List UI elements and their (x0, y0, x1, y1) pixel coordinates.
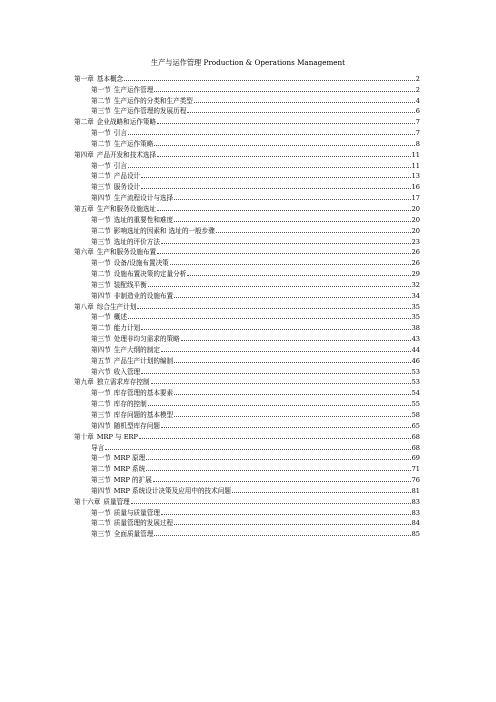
toc-entry-label (91, 216, 173, 224)
dot-leader (161, 351, 411, 352)
dot-leader (174, 416, 410, 417)
toc-entry-number: 第十章 (74, 432, 94, 441)
toc-entry-number: 第十六章 (74, 497, 101, 506)
toc-entry-text: 收入管理 (113, 367, 141, 376)
toc-entry-label (74, 433, 138, 441)
toc-entry-label (91, 227, 215, 235)
toc-section-row[interactable] (74, 343, 420, 354)
dot-leader (141, 329, 410, 330)
toc-entry-number: 第四章 (74, 150, 94, 159)
toc-entry-label (91, 324, 140, 332)
toc-page-number: 69 (411, 454, 420, 463)
dot-leader (187, 112, 414, 113)
dot-leader (157, 156, 410, 157)
toc-section-row[interactable] (74, 289, 420, 300)
toc-entry-number: 第五节 (91, 356, 111, 365)
toc-entry-label (74, 498, 130, 506)
toc-section-row[interactable] (74, 386, 420, 397)
toc-page-number: 65 (411, 421, 420, 430)
toc-section-row[interactable] (74, 321, 420, 332)
dot-leader (154, 91, 414, 92)
dot-leader (157, 123, 415, 124)
toc-entry-number: 第二节 (91, 465, 111, 474)
toc-entry-text: 影响选址的因素和 选址的一般步骤 (113, 226, 215, 235)
toc-page-number: 83 (411, 497, 420, 506)
toc-section-row[interactable] (74, 419, 420, 430)
dot-leader (153, 481, 411, 482)
toc-page-number: 85 (411, 530, 420, 539)
toc-entry-text: 质量与质量管理 (113, 508, 160, 517)
toc-entry-label (91, 259, 169, 267)
toc-section-row[interactable] (74, 354, 420, 365)
toc-section-row[interactable] (74, 191, 420, 202)
toc-entry-label (91, 346, 160, 354)
toc-entry-text: MRP 系统设计决策及应用中的技术问题 (113, 486, 231, 495)
toc-section-row[interactable] (74, 462, 420, 473)
toc-entry-text: MRP 的扩展 (113, 476, 152, 485)
toc-entry-number: 第四节 (91, 421, 111, 430)
dot-leader (141, 373, 410, 374)
toc-entry-number: 第一节 (91, 161, 111, 170)
toc-section-row[interactable] (74, 235, 420, 246)
toc-entry-number: 第二节 (91, 519, 111, 528)
toc-entry-number: 第一章 (74, 74, 94, 83)
toc-chapter-row[interactable] (74, 430, 420, 441)
toc-entry-number: 第三节 (91, 237, 111, 246)
toc-section-row[interactable] (74, 484, 420, 495)
toc-page-number: 35 (411, 313, 420, 322)
toc-entry-number: 第二章 (74, 118, 94, 127)
toc-entry-label (91, 530, 153, 538)
toc-entry-text: 导言 (91, 443, 105, 452)
toc-page-number: 16 (411, 183, 420, 192)
toc-entry-number: 第三节 (91, 280, 111, 289)
toc-entry-label (91, 444, 104, 452)
toc-page-number: 20 (411, 204, 420, 213)
toc-entry-text: 生产运作策略 (113, 139, 154, 148)
toc-entry-label (74, 303, 136, 311)
dot-leader (216, 232, 411, 233)
toc-page-number: 2 (415, 74, 420, 83)
toc-entry-label (91, 422, 160, 430)
dot-leader (174, 221, 410, 222)
toc-entry-text: 基本概念 (96, 74, 124, 83)
toc-entry-label (91, 86, 153, 94)
dot-leader (131, 503, 411, 504)
toc-entry-label (91, 281, 147, 289)
toc-entry-label (91, 487, 231, 495)
dot-leader (128, 134, 415, 135)
dot-leader (157, 253, 410, 254)
toc-section-row[interactable] (74, 126, 420, 137)
toc-section-row[interactable] (74, 527, 420, 538)
toc-page-number: 6 (415, 107, 420, 116)
toc-entry-label (91, 335, 180, 343)
toc-section-row[interactable] (74, 105, 420, 116)
dot-leader (170, 264, 411, 265)
toc-entry-number: 第二节 (91, 270, 111, 279)
toc-entry-label (91, 194, 173, 202)
toc-chapter-row[interactable] (74, 72, 420, 83)
toc-entry-text: 生产和服务设施选址 (96, 204, 157, 213)
toc-chapter-row[interactable] (74, 246, 420, 257)
dot-leader (174, 394, 410, 395)
toc-page-number: 68 (411, 443, 420, 452)
toc-section-row[interactable] (74, 267, 420, 278)
toc-entry-number: 第三节 (91, 107, 111, 116)
toc-entry-label (91, 476, 152, 484)
toc-page-number: 71 (411, 465, 420, 474)
document-title: 生产与运作管理 Production & Operations Management (150, 58, 346, 67)
toc-entry-text: 服务设计 (113, 183, 141, 192)
toc-section-row[interactable] (74, 94, 420, 105)
toc-section-row[interactable] (74, 506, 420, 517)
toc-entry-number: 第一节 (91, 215, 111, 224)
toc-entry-text: 生产运作管理的发展历程 (113, 107, 187, 116)
toc-entry-label (91, 465, 145, 473)
dot-leader (141, 188, 410, 189)
toc-entry-text: 选址的重要性和难度 (113, 215, 174, 224)
toc-entry-text: 综合生产计划 (96, 302, 137, 311)
toc-entry-text: 全面质量管理 (113, 530, 154, 539)
dot-leader (148, 286, 411, 287)
toc-section-row[interactable] (74, 213, 420, 224)
dot-leader (174, 362, 410, 363)
toc-entry-text: 生产和服务设施布置 (96, 248, 157, 257)
toc-entry-text: 处理非均匀需求的策略 (113, 335, 180, 344)
dot-leader (128, 318, 411, 319)
toc-entry-text: 引言 (113, 129, 127, 138)
toc-entry-text: 库存管理的基本要素 (113, 389, 174, 398)
dot-leader (146, 459, 410, 460)
toc-section-row[interactable] (74, 408, 420, 419)
dot-leader (174, 199, 410, 200)
toc-section-row[interactable] (74, 332, 420, 343)
toc-entry-text: 产品设计 (113, 172, 141, 181)
toc-chapter-row[interactable] (74, 300, 420, 311)
toc-entry-number: 第二节 (91, 172, 111, 181)
toc-page-number: 11 (411, 150, 420, 159)
toc-entry-label (74, 75, 123, 83)
dot-leader (174, 297, 410, 298)
toc-entry-number: 第九章 (74, 378, 94, 387)
toc-entry-text: 生产流程设计与选择 (113, 194, 174, 203)
toc-page-number: 4 (415, 96, 420, 105)
toc-entry-label (74, 118, 156, 126)
toc-entry-text: 产品生产计划的编制 (113, 356, 174, 365)
toc-section-row[interactable] (74, 170, 420, 181)
toc-section-row[interactable] (74, 311, 420, 322)
dot-leader (148, 405, 411, 406)
toc-section-row[interactable] (74, 278, 420, 289)
dot-leader (128, 167, 411, 168)
toc-entry-number: 第四节 (91, 291, 111, 300)
toc-entry-label (91, 140, 153, 148)
toc-page-number: 84 (411, 519, 420, 528)
dot-leader (157, 210, 410, 211)
dot-leader (137, 308, 410, 309)
toc-entry-text: 企业战略和运作策略 (96, 118, 157, 127)
toc-entry-number: 第一节 (91, 313, 111, 322)
toc-entry-text: 非制造业的设施布置 (113, 291, 174, 300)
toc-entry-label (91, 129, 127, 137)
toc-page-number: 17 (411, 194, 420, 203)
toc-entry-label (74, 205, 156, 213)
toc-section-row[interactable] (74, 365, 420, 376)
toc-entry-number: 第一节 (91, 85, 111, 94)
table-of-contents (74, 72, 420, 538)
toc-entry-text: 生产运作管理 (113, 85, 154, 94)
toc-entry-number: 第四节 (91, 486, 111, 495)
toc-section-row[interactable] (74, 159, 420, 170)
toc-page-number: 34 (411, 291, 420, 300)
toc-entry-number: 第三节 (91, 183, 111, 192)
toc-entry-text: 生产大纲的制定 (113, 345, 160, 354)
toc-chapter-row[interactable] (74, 495, 420, 506)
toc-entry-number: 第三节 (91, 411, 111, 419)
toc-page-number: 38 (411, 324, 420, 333)
toc-entry-number: 第二节 (91, 96, 111, 105)
toc-page-number: 13 (411, 172, 420, 181)
toc-page-number: 26 (411, 259, 420, 268)
toc-entry-label (91, 389, 173, 397)
toc-entry-number: 第五章 (74, 204, 94, 213)
toc-page-number: 76 (411, 476, 420, 485)
toc-entry-text: 质量管理 (103, 497, 130, 506)
toc-page-number: 43 (411, 335, 420, 344)
toc-entry-label (74, 248, 156, 256)
dot-leader (105, 449, 410, 450)
toc-entry-label (74, 151, 156, 159)
toc-entry-text: 随机型库存问题 (113, 421, 160, 430)
toc-page-number: 53 (411, 367, 420, 376)
toc-page-number: 32 (411, 280, 420, 289)
toc-page-number: 7 (415, 129, 420, 138)
dot-leader (124, 80, 415, 81)
toc-page-number: 68 (411, 432, 420, 441)
toc-entry-text: 概述 (113, 313, 127, 322)
dot-leader (154, 535, 410, 536)
toc-entry-text: 独立需求库存控制 (96, 378, 150, 387)
dot-leader (187, 275, 410, 276)
toc-chapter-row[interactable] (74, 376, 420, 387)
toc-entry-text: 库存的控制 (113, 400, 147, 409)
toc-entry-number: 第三节 (91, 335, 111, 344)
toc-entry-text: 生产运作的分类和生产类型 (113, 96, 193, 105)
toc-entry-number: 第一节 (91, 454, 111, 463)
toc-page-number: 35 (411, 302, 420, 311)
toc-entry-number: 第四节 (91, 194, 111, 203)
toc-entry-label (91, 270, 186, 278)
dot-leader (139, 438, 411, 439)
toc-entry-number: 第一节 (91, 389, 111, 398)
toc-entry-label (91, 519, 173, 527)
toc-section-row[interactable] (74, 83, 420, 94)
toc-entry-number: 第三节 (91, 530, 111, 539)
toc-entry-text: 库存问题的基本模型 (113, 411, 174, 419)
toc-page-number: 26 (411, 248, 420, 257)
dot-leader (151, 383, 411, 384)
toc-page-number: 54 (411, 389, 420, 398)
toc-page-number: 46 (411, 356, 420, 365)
toc-entry-number: 第一节 (91, 259, 111, 268)
toc-chapter-row[interactable] (74, 202, 420, 213)
toc-section-row[interactable] (74, 180, 420, 191)
toc-entry-number: 第三节 (91, 476, 111, 485)
toc-entry-label (91, 509, 160, 517)
toc-page-number: 81 (411, 486, 420, 495)
toc-entry-number: 第四节 (91, 345, 111, 354)
toc-page-number: 29 (411, 270, 420, 279)
toc-entry-text: 设施布置决策的定量分析 (113, 270, 187, 279)
toc-entry-number: 第二节 (91, 139, 111, 148)
toc-section-row[interactable] (74, 441, 420, 452)
toc-page-number: 8 (415, 139, 420, 148)
toc-page-number: 20 (411, 215, 420, 224)
toc-page-number: 58 (411, 411, 420, 419)
dot-leader (146, 470, 410, 471)
toc-entry-text: 质量管理的发展过程 (113, 519, 174, 528)
toc-section-row[interactable] (74, 517, 420, 528)
toc-section-row[interactable] (74, 473, 420, 484)
dot-leader (174, 524, 410, 525)
toc-section-row[interactable] (74, 256, 420, 267)
toc-entry-number: 第二节 (91, 324, 111, 333)
toc-entry-text: MRP 系统 (113, 465, 146, 474)
toc-entry-text: 选址的评价方法 (113, 237, 160, 246)
dot-leader (232, 492, 411, 493)
toc-entry-label (91, 357, 173, 365)
toc-page-number: 23 (411, 237, 420, 246)
toc-entry-label (91, 313, 127, 321)
toc-page-number: 11 (411, 161, 420, 170)
dot-leader (194, 102, 415, 103)
toc-entry-label (91, 238, 160, 246)
toc-entry-label (91, 368, 140, 376)
toc-entry-label (91, 292, 173, 300)
dot-leader (161, 243, 411, 244)
toc-entry-label (91, 183, 140, 191)
dot-leader (181, 340, 411, 341)
toc-entry-text: 能力计划 (113, 324, 141, 333)
toc-entry-text: 产品开发和技术选择 (96, 150, 157, 159)
toc-page-number: 44 (411, 345, 420, 354)
toc-entry-text: 设备/设施布置决策 (113, 259, 169, 268)
toc-entry-number: 第一节 (91, 129, 111, 138)
toc-entry-label (91, 400, 147, 408)
toc-page-number: 53 (411, 378, 420, 387)
toc-page-number: 7 (415, 118, 420, 127)
toc-entry-text: MRP 与 ERP (96, 432, 138, 441)
toc-page-number: 2 (415, 85, 420, 94)
toc-entry-number: 第六章 (74, 248, 94, 257)
toc-chapter-row[interactable] (74, 115, 420, 126)
toc-entry-label (91, 172, 140, 180)
toc-entry-number: 第八章 (74, 302, 94, 311)
toc-section-row[interactable] (74, 452, 420, 463)
toc-page-number: 83 (411, 508, 420, 517)
toc-entry-number: 第二节 (91, 226, 111, 235)
toc-entry-text: 装配线平衡 (113, 280, 147, 289)
toc-entry-number: 第一节 (91, 508, 111, 517)
toc-section-row[interactable] (74, 224, 420, 235)
toc-entry-label (91, 454, 145, 462)
toc-entry-label (91, 107, 186, 115)
toc-entry-label (74, 378, 150, 386)
toc-entry-number: 第六节 (91, 367, 111, 376)
dot-leader (141, 177, 410, 178)
toc-section-row[interactable] (74, 397, 420, 408)
toc-page-number: 20 (411, 226, 420, 235)
dot-leader (154, 145, 414, 146)
toc-entry-number: 第二节 (91, 400, 111, 409)
toc-entry-label (91, 97, 193, 105)
toc-entry-text: 引言 (113, 161, 127, 170)
toc-page-number: 55 (411, 400, 420, 409)
dot-leader (161, 514, 411, 515)
toc-entry-label (91, 411, 173, 419)
toc-chapter-row[interactable] (74, 148, 420, 159)
dot-leader (161, 427, 411, 428)
toc-entry-text: MRP 原理 (113, 454, 146, 463)
toc-entry-label (91, 162, 127, 170)
toc-section-row[interactable] (74, 137, 420, 148)
